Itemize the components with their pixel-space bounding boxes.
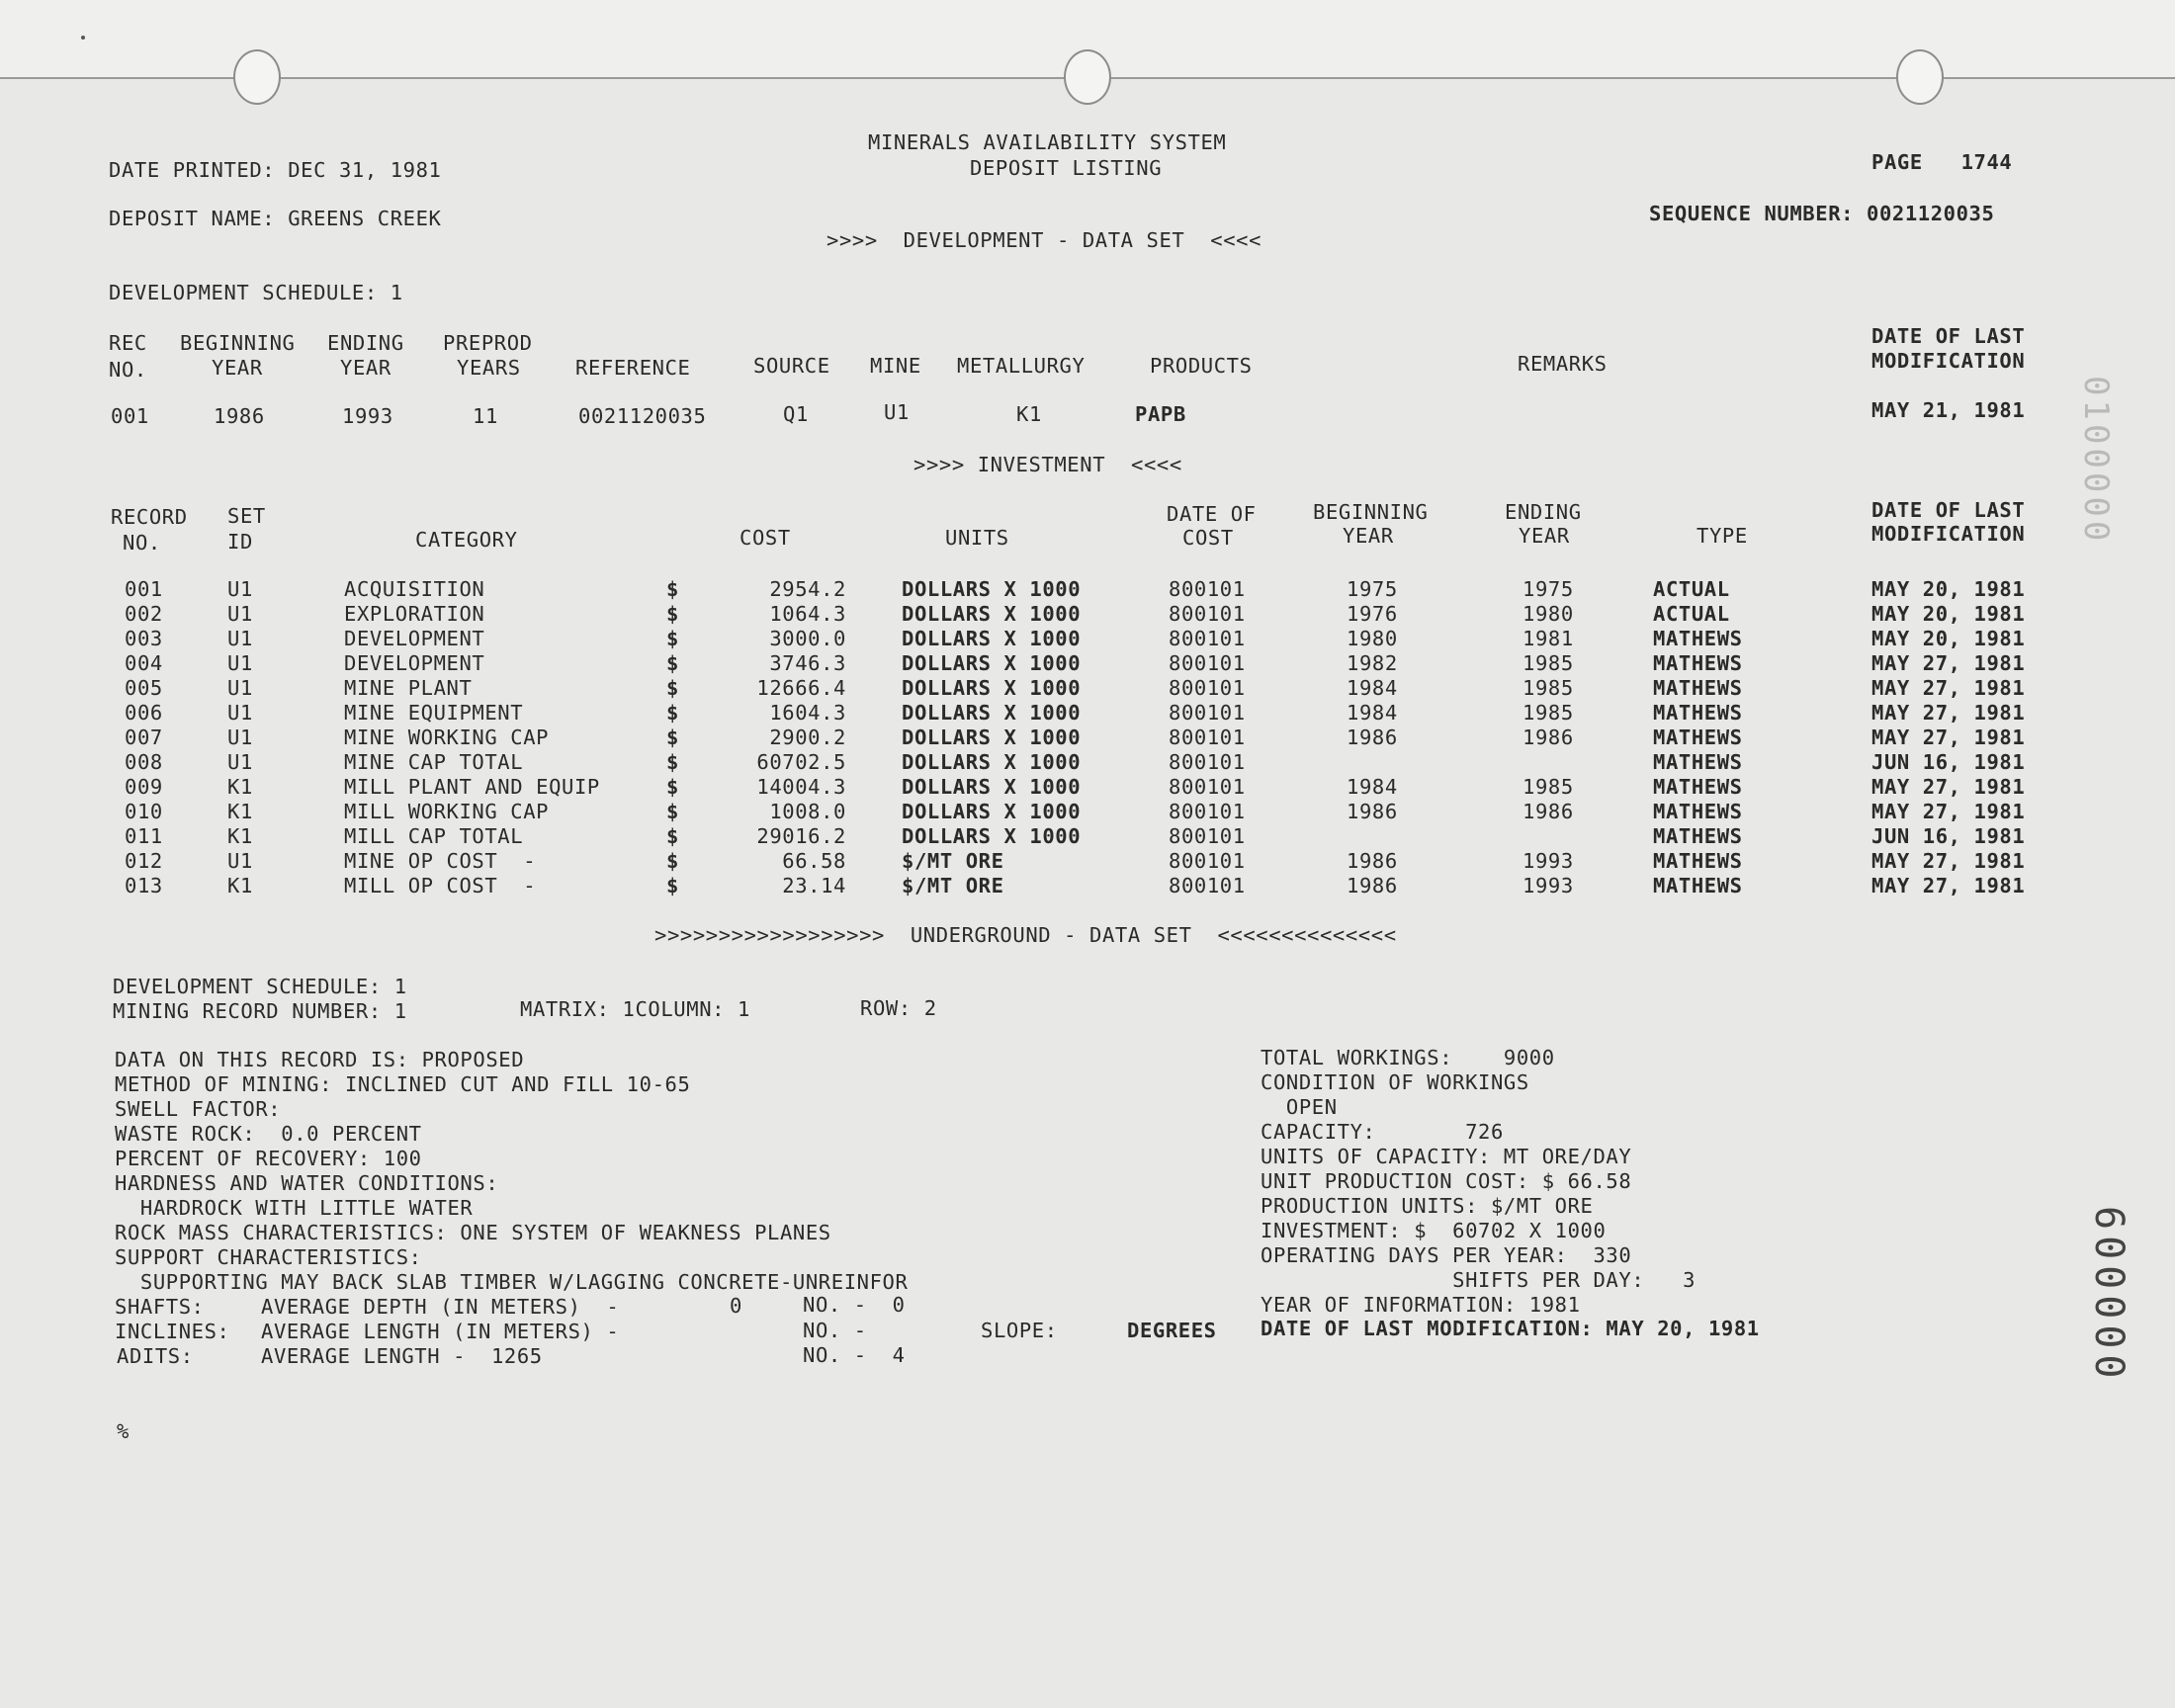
- footer-percent: %: [117, 1419, 130, 1443]
- inv-units: DOLLARS X 1000: [902, 701, 1082, 725]
- inv-beginning-year: 1984: [1347, 775, 1398, 799]
- inv-dollar-sign: $: [666, 849, 679, 873]
- inv-category: MINE WORKING CAP: [344, 726, 550, 749]
- underground-summary-field: INVESTMENT: $ 60702 X 1000: [1261, 1219, 1607, 1242]
- inv-units: DOLLARS X 1000: [902, 676, 1082, 700]
- inv-date-of-cost: 800101: [1169, 726, 1246, 749]
- col-beginning: YEAR: [1343, 524, 1394, 548]
- underground-field: HARDROCK WITH LITTLE WATER: [115, 1196, 474, 1220]
- inv-category: MINE OP COST -: [344, 849, 537, 873]
- inv-dollar-sign: $: [666, 627, 679, 650]
- inv-beginning-year: 1982: [1347, 651, 1398, 675]
- inv-cost: 1008.0: [769, 800, 846, 823]
- table-row: [0, 727, 2175, 752]
- underground-summary-field: UNITS OF CAPACITY: MT ORE/DAY: [1261, 1145, 1632, 1168]
- inv-type: ACTUAL: [1653, 577, 1730, 601]
- col-beginning: BEGINNING: [180, 331, 296, 355]
- underground-field: WASTE ROCK: 0.0 PERCENT: [115, 1122, 422, 1146]
- inv-category: MILL OP COST -: [344, 874, 537, 897]
- inv-ending-year: 1985: [1522, 701, 1574, 725]
- underground-summary-field: UNIT PRODUCTION COST: $ 66.58: [1261, 1169, 1632, 1193]
- inv-units: DOLLARS X 1000: [902, 627, 1082, 650]
- inv-cost: 3746.3: [769, 651, 846, 675]
- table-row: [0, 851, 2175, 876]
- inv-dollar-sign: $: [666, 651, 679, 675]
- table-row: [0, 802, 2175, 826]
- system-title: MINERALS AVAILABILITY SYSTEM: [868, 130, 1227, 154]
- inv-cost: 66.58: [782, 849, 846, 873]
- inv-cost: 14004.3: [756, 775, 846, 799]
- inv-category: MINE CAP TOTAL: [344, 750, 524, 774]
- inv-modified: MAY 27, 1981: [1871, 800, 2026, 823]
- inv-date-of-cost: 800101: [1169, 750, 1246, 774]
- inv-record-no: 004: [125, 651, 163, 675]
- col-modification: MODIFICATION: [1871, 522, 2026, 546]
- inv-set-id: U1: [227, 726, 253, 749]
- inv-date-of-cost: 800101: [1169, 849, 1246, 873]
- date-printed: DATE PRINTED: DEC 31, 1981: [109, 158, 442, 182]
- inv-type: MATHEWS: [1653, 676, 1743, 700]
- col-preprod: PREPROD: [443, 331, 533, 355]
- inv-ending-year: 1986: [1522, 726, 1574, 749]
- dev-rec: 001: [111, 404, 149, 428]
- inv-set-id: U1: [227, 701, 253, 725]
- dev-products: PAPB: [1135, 402, 1186, 426]
- investment-banner: >>>> INVESTMENT <<<<: [914, 453, 1182, 476]
- page-number: PAGE 1744: [1871, 150, 2013, 174]
- margin-stamp-upper: 0100000: [2076, 376, 2116, 546]
- inv-beginning-year: 1980: [1347, 627, 1398, 650]
- col-mine: MINE: [870, 354, 921, 378]
- inv-cost: 60702.5: [756, 750, 846, 774]
- inv-beginning-year: 1976: [1347, 602, 1398, 626]
- col-reference: REFERENCE: [575, 356, 691, 380]
- inv-units: DOLLARS X 1000: [902, 750, 1082, 774]
- inv-type: MATHEWS: [1653, 824, 1743, 848]
- inv-dollar-sign: $: [666, 775, 679, 799]
- deposit-name: DEPOSIT NAME: GREENS CREEK: [109, 207, 442, 230]
- listing-title: DEPOSIT LISTING: [970, 156, 1163, 180]
- inv-units: $/MT ORE: [902, 874, 1004, 897]
- inv-record-no: 012: [125, 849, 163, 873]
- mining-record-number: MINING RECORD NUMBER: 1: [113, 999, 407, 1023]
- col-date-of: DATE OF: [1167, 502, 1257, 526]
- inv-beginning-year: 1986: [1347, 849, 1398, 873]
- inv-record-no: 009: [125, 775, 163, 799]
- underground-schedule: DEVELOPMENT SCHEDULE: 1: [113, 975, 407, 998]
- col-ending: YEAR: [340, 356, 392, 380]
- inv-dollar-sign: $: [666, 750, 679, 774]
- inv-category: ACQUISITION: [344, 577, 485, 601]
- inv-date-of-cost: 800101: [1169, 775, 1246, 799]
- col-remarks: REMARKS: [1518, 352, 1608, 376]
- inv-units: DOLLARS X 1000: [902, 800, 1082, 823]
- inv-type: MATHEWS: [1653, 849, 1743, 873]
- inv-date-of-cost: 800101: [1169, 676, 1246, 700]
- col-cost: COST: [740, 526, 791, 550]
- inv-record-no: 013: [125, 874, 163, 897]
- inv-record-no: 005: [125, 676, 163, 700]
- table-row: [0, 752, 2175, 777]
- col-metallurgy: METALLURGY: [957, 354, 1086, 378]
- inv-modified: MAY 20, 1981: [1871, 577, 2026, 601]
- table-row: [0, 678, 2175, 703]
- dev-preprod-years: 11: [473, 404, 498, 428]
- matrix-row: ROW: 2: [860, 996, 937, 1020]
- inv-type: MATHEWS: [1653, 874, 1743, 897]
- inclines-degrees: DEGREES: [1127, 1319, 1217, 1342]
- col-ending: ENDING: [327, 331, 404, 355]
- inv-set-id: K1: [227, 824, 253, 848]
- inv-dollar-sign: $: [666, 676, 679, 700]
- inv-type: MATHEWS: [1653, 627, 1743, 650]
- inv-dollar-sign: $: [666, 602, 679, 626]
- inv-units: DOLLARS X 1000: [902, 824, 1082, 848]
- inv-beginning-year: 1986: [1347, 800, 1398, 823]
- col-products: PRODUCTS: [1150, 354, 1253, 378]
- inv-set-id: K1: [227, 775, 253, 799]
- inclines-label: INCLINES:: [115, 1320, 230, 1343]
- inv-category: MILL WORKING CAP: [344, 800, 550, 823]
- inv-modified: MAY 27, 1981: [1871, 651, 2026, 675]
- inv-units: DOLLARS X 1000: [902, 651, 1082, 675]
- underground-field: METHOD OF MINING: INCLINED CUT AND FILL 10-65: [115, 1072, 691, 1096]
- inv-record-no: 001: [125, 577, 163, 601]
- inv-modified: JUN 16, 1981: [1871, 824, 2026, 848]
- speck: [81, 36, 85, 40]
- inv-modified: MAY 20, 1981: [1871, 627, 2026, 650]
- inv-type: MATHEWS: [1653, 775, 1743, 799]
- inv-cost: 2954.2: [769, 577, 846, 601]
- inv-cost: 23.14: [782, 874, 846, 897]
- col-category: CATEGORY: [415, 528, 518, 552]
- inv-units: DOLLARS X 1000: [902, 726, 1082, 749]
- underground-summary-field: PRODUCTION UNITS: $/MT ORE: [1261, 1194, 1594, 1218]
- inv-set-id: U1: [227, 676, 253, 700]
- inv-ending-year: 1985: [1522, 775, 1574, 799]
- inclines-desc: AVERAGE LENGTH (IN METERS) -: [261, 1320, 620, 1343]
- inv-cost: 1604.3: [769, 701, 846, 725]
- inv-type: MATHEWS: [1653, 701, 1743, 725]
- underground-field: PERCENT OF RECOVERY: 100: [115, 1147, 422, 1170]
- inv-category: DEVELOPMENT: [344, 651, 485, 675]
- dev-beginning-year: 1986: [214, 404, 265, 428]
- inv-record-no: 006: [125, 701, 163, 725]
- inv-date-of-cost: 800101: [1169, 577, 1246, 601]
- dev-ending-year: 1993: [342, 404, 393, 428]
- inv-beginning-year: 1984: [1347, 701, 1398, 725]
- inv-type: MATHEWS: [1653, 800, 1743, 823]
- col-record: RECORD: [111, 505, 188, 529]
- inv-units: $/MT ORE: [902, 849, 1004, 873]
- inv-category: MINE PLANT: [344, 676, 473, 700]
- col-rec: REC: [109, 331, 147, 355]
- col-ending: YEAR: [1519, 524, 1570, 548]
- inv-date-of-cost: 800101: [1169, 800, 1246, 823]
- inv-ending-year: 1993: [1522, 849, 1574, 873]
- inv-record-no: 008: [125, 750, 163, 774]
- dev-source: Q1: [783, 402, 809, 426]
- matrix-column: MATRIX: 1COLUMN: 1: [520, 997, 750, 1021]
- col-source: SOURCE: [753, 354, 830, 378]
- inv-ending-year: 1986: [1522, 800, 1574, 823]
- inv-category: EXPLORATION: [344, 602, 485, 626]
- inclines-slope: SLOPE:: [981, 1319, 1058, 1342]
- col-beginning: YEAR: [212, 356, 263, 380]
- inv-type: MATHEWS: [1653, 651, 1743, 675]
- inv-dollar-sign: $: [666, 726, 679, 749]
- sequence-number: SEQUENCE NUMBER: 0021120035: [1649, 202, 1995, 225]
- adits-desc: AVERAGE LENGTH - 1265: [261, 1344, 543, 1368]
- inv-type: MATHEWS: [1653, 726, 1743, 749]
- inv-modified: MAY 20, 1981: [1871, 602, 2026, 626]
- inv-date-of-cost: 800101: [1169, 824, 1246, 848]
- inv-units: DOLLARS X 1000: [902, 602, 1082, 626]
- margin-stamp-lower: 600000: [2086, 1206, 2132, 1385]
- col-ending: ENDING: [1505, 500, 1582, 524]
- underground-summary-field: SHIFTS PER DAY: 3: [1261, 1268, 1696, 1292]
- underground-field: DATA ON THIS RECORD IS: PROPOSED: [115, 1048, 525, 1071]
- col-date-cost: COST: [1182, 526, 1234, 550]
- underground-field: SUPPORTING MAY BACK SLAB TIMBER W/LAGGING CONCRETE-UNREINFOR: [115, 1270, 909, 1294]
- inv-record-no: 010: [125, 800, 163, 823]
- col-record: NO.: [123, 531, 161, 555]
- table-row: [0, 777, 2175, 802]
- inv-category: DEVELOPMENT: [344, 627, 485, 650]
- inv-set-id: U1: [227, 627, 253, 650]
- underground-field: SUPPORT CHARACTERISTICS:: [115, 1245, 422, 1269]
- inv-date-of-cost: 800101: [1169, 651, 1246, 675]
- inv-units: DOLLARS X 1000: [902, 577, 1082, 601]
- development-banner: >>>> DEVELOPMENT - DATA SET <<<<: [826, 228, 1262, 252]
- inv-ending-year: 1993: [1522, 874, 1574, 897]
- underground-summary-field: OPERATING DAYS PER YEAR: 330: [1261, 1243, 1632, 1267]
- col-set: ID: [227, 530, 253, 554]
- inv-modified: MAY 27, 1981: [1871, 726, 2026, 749]
- inv-modified: MAY 27, 1981: [1871, 775, 2026, 799]
- inv-record-no: 002: [125, 602, 163, 626]
- col-units: UNITS: [945, 526, 1009, 550]
- inv-category: MILL CAP TOTAL: [344, 824, 524, 848]
- dev-modified: MAY 21, 1981: [1871, 398, 2026, 422]
- inv-cost: 2900.2: [769, 726, 846, 749]
- inv-cost: 3000.0: [769, 627, 846, 650]
- table-row: [0, 579, 2175, 604]
- table-row: [0, 826, 2175, 851]
- shafts-no: NO. - 0: [803, 1293, 906, 1317]
- col-modification: MODIFICATION: [1871, 349, 2026, 373]
- inv-cost: 29016.2: [756, 824, 846, 848]
- underground-summary-field: YEAR OF INFORMATION: 1981: [1261, 1293, 1581, 1317]
- table-row: [0, 629, 2175, 653]
- underground-banner: >>>>>>>>>>>>>>>>>> UNDERGROUND - DATA SET <<<<<<<<<<<<<<: [654, 923, 1397, 947]
- col-beginning: BEGINNING: [1313, 500, 1429, 524]
- inv-beginning-year: 1984: [1347, 676, 1398, 700]
- inv-modified: MAY 27, 1981: [1871, 874, 2026, 897]
- inv-category: MILL PLANT AND EQUIP: [344, 775, 600, 799]
- col-date-last: DATE OF LAST: [1871, 324, 2026, 348]
- col-rec: NO.: [109, 358, 147, 382]
- underground-summary-field: TOTAL WORKINGS: 9000: [1261, 1046, 1555, 1069]
- shafts-desc: AVERAGE DEPTH (IN METERS) -: [261, 1295, 620, 1319]
- inv-date-of-cost: 800101: [1169, 602, 1246, 626]
- inv-dollar-sign: $: [666, 800, 679, 823]
- col-preprod: YEARS: [457, 356, 521, 380]
- inv-date-of-cost: 800101: [1169, 627, 1246, 650]
- inv-beginning-year: 1986: [1347, 874, 1398, 897]
- inv-cost: 1064.3: [769, 602, 846, 626]
- inv-ending-year: 1981: [1522, 627, 1574, 650]
- punch-hole: [233, 49, 281, 105]
- underground-field: HARDNESS AND WATER CONDITIONS:: [115, 1171, 499, 1195]
- inv-date-of-cost: 800101: [1169, 874, 1246, 897]
- inv-cost: 12666.4: [756, 676, 846, 700]
- table-row: [0, 604, 2175, 629]
- underground-field: ROCK MASS CHARACTERISTICS: ONE SYSTEM OF WEAKNESS PLANES: [115, 1221, 831, 1244]
- inv-set-id: U1: [227, 849, 253, 873]
- underground-summary-field: DATE OF LAST MODIFICATION: MAY 20, 1981: [1261, 1317, 1760, 1340]
- inv-modified: MAY 27, 1981: [1871, 676, 2026, 700]
- inv-dollar-sign: $: [666, 701, 679, 725]
- inv-ending-year: 1975: [1522, 577, 1574, 601]
- underground-summary-field: CAPACITY: 726: [1261, 1120, 1504, 1144]
- inv-dollar-sign: $: [666, 577, 679, 601]
- inv-type: MATHEWS: [1653, 750, 1743, 774]
- inv-beginning-year: 1975: [1347, 577, 1398, 601]
- inv-set-id: U1: [227, 750, 253, 774]
- underground-summary-field: OPEN: [1261, 1095, 1338, 1119]
- inv-dollar-sign: $: [666, 824, 679, 848]
- inv-record-no: 003: [125, 627, 163, 650]
- shafts-depth-value: 0: [730, 1294, 742, 1318]
- inv-record-no: 007: [125, 726, 163, 749]
- inv-set-id: K1: [227, 800, 253, 823]
- underground-summary-field: CONDITION OF WORKINGS: [1261, 1070, 1529, 1094]
- inv-set-id: K1: [227, 874, 253, 897]
- inv-type: ACTUAL: [1653, 602, 1730, 626]
- adits-label: ADITS:: [117, 1344, 194, 1368]
- dev-metallurgy: K1: [1016, 402, 1042, 426]
- table-row: [0, 653, 2175, 678]
- inv-ending-year: 1985: [1522, 651, 1574, 675]
- col-set: SET: [227, 504, 266, 528]
- inv-modified: MAY 27, 1981: [1871, 701, 2026, 725]
- adits-no: NO. - 4: [803, 1343, 906, 1367]
- col-type: TYPE: [1696, 524, 1748, 548]
- inv-modified: JUN 16, 1981: [1871, 750, 2026, 774]
- inv-date-of-cost: 800101: [1169, 701, 1246, 725]
- underground-field: SWELL FACTOR:: [115, 1097, 282, 1121]
- punch-hole: [1896, 49, 1944, 105]
- inv-units: DOLLARS X 1000: [902, 775, 1082, 799]
- inv-ending-year: 1985: [1522, 676, 1574, 700]
- inv-category: MINE EQUIPMENT: [344, 701, 524, 725]
- punch-hole: [1064, 49, 1111, 105]
- shafts-label: SHAFTS:: [115, 1295, 205, 1319]
- dev-reference: 0021120035: [578, 404, 707, 428]
- inv-set-id: U1: [227, 577, 253, 601]
- inv-record-no: 011: [125, 824, 163, 848]
- inv-set-id: U1: [227, 602, 253, 626]
- inv-dollar-sign: $: [666, 874, 679, 897]
- development-schedule: DEVELOPMENT SCHEDULE: 1: [109, 281, 403, 304]
- table-row: [0, 703, 2175, 727]
- col-date-last: DATE OF LAST: [1871, 498, 2026, 522]
- inclines-no: NO. -: [803, 1319, 867, 1342]
- inv-ending-year: 1980: [1522, 602, 1574, 626]
- inv-modified: MAY 27, 1981: [1871, 849, 2026, 873]
- table-row: [0, 876, 2175, 900]
- inv-set-id: U1: [227, 651, 253, 675]
- inv-beginning-year: 1986: [1347, 726, 1398, 749]
- dev-mine: U1: [884, 400, 910, 424]
